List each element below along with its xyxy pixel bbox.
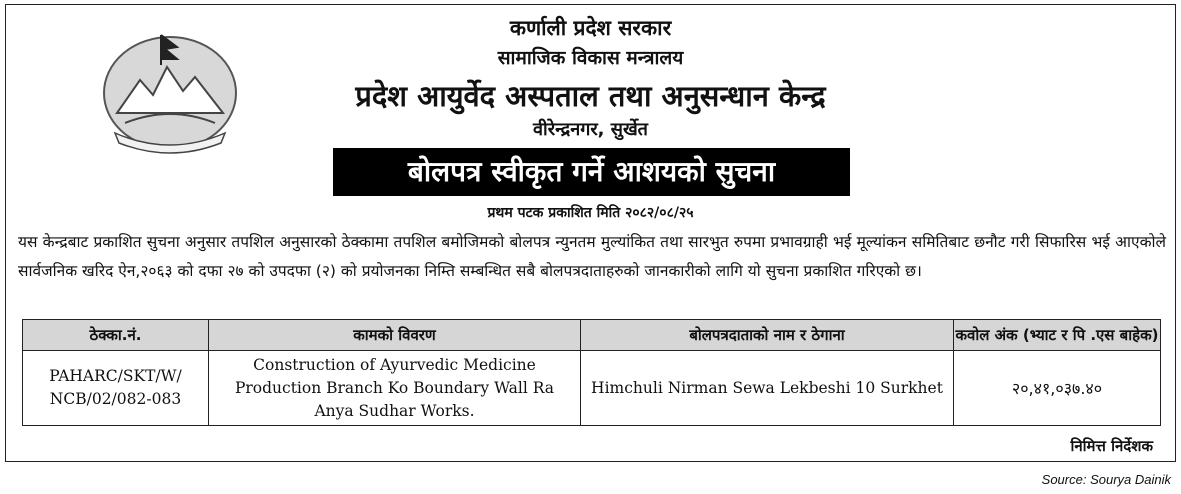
header-bidder: बोलपत्रदाताको नाम र ठेगाना	[581, 320, 954, 351]
bid-table	[22, 319, 1161, 426]
description-cell: Construction of Ayurvedic Medicine Production Branch Ko Boundary Wall Ra Anya Sudhar Works.	[209, 351, 581, 426]
hospital-title: प्रदेश आयुर्वेद अस्पताल तथा अनुसन्धान केन्द्र	[355, 79, 826, 113]
header-contract-no: ठेक्का.नं.	[23, 320, 209, 351]
table-row	[23, 351, 1161, 426]
notice-title-banner: बोलपत्र स्वीकृत गर्ने आशयको सुचना	[333, 148, 850, 196]
amount-cell: २०,४१,०३७.४०	[954, 351, 1161, 426]
signoff-text: निमित्त निर्देशक	[1070, 437, 1153, 455]
header-work-description: कामको विवरण	[209, 320, 581, 351]
ministry-title: सामाजिक विकास मन्त्रालय	[497, 47, 684, 69]
province-government-title: कर्णाली प्रदेश सरकार	[509, 16, 672, 40]
table-header-row	[23, 320, 1161, 351]
notice-body: यस केन्द्रबाट प्रकाशित सुचना अनुसार तपशिल अनुसारको ठेक्कामा तपशिल बमोजिमको बोलपत्र न्युनतम मुल्यांकित तथा सारभुत रुपमा प्रभावग्राही भई मूल्यांकन समितिबाट छनौट गरी सिफारिस भई आएकोले सार्वजनिक खरिद ऐन,२०६३ को दफा २७ को उपदफा (२) को प्रयोजनका निम्ति सम्बन्धित सबै बोलपत्रदाताहरुको जानकारीको लागि यो सुचना प्रकाशित गरिएको छ।	[18, 233, 1166, 280]
header-bid-amount: कवोल अंक (भ्याट र पि .एस बाहेक)	[954, 320, 1161, 351]
contract-no-cell: PAHARC/SKT/W/ NCB/02/082-083	[23, 351, 209, 426]
published-date: प्रथम पटक प्रकाशित मिति २०८२/०८/२५	[487, 205, 694, 221]
source-credit: Source: Sourya Dainik	[1041, 472, 1171, 487]
location-text: वीरेन्द्रनगर, सुर्खेत	[533, 119, 648, 140]
bidder-cell: Himchuli Nirman Sewa Lekbeshi 10 Surkhet	[581, 351, 954, 426]
